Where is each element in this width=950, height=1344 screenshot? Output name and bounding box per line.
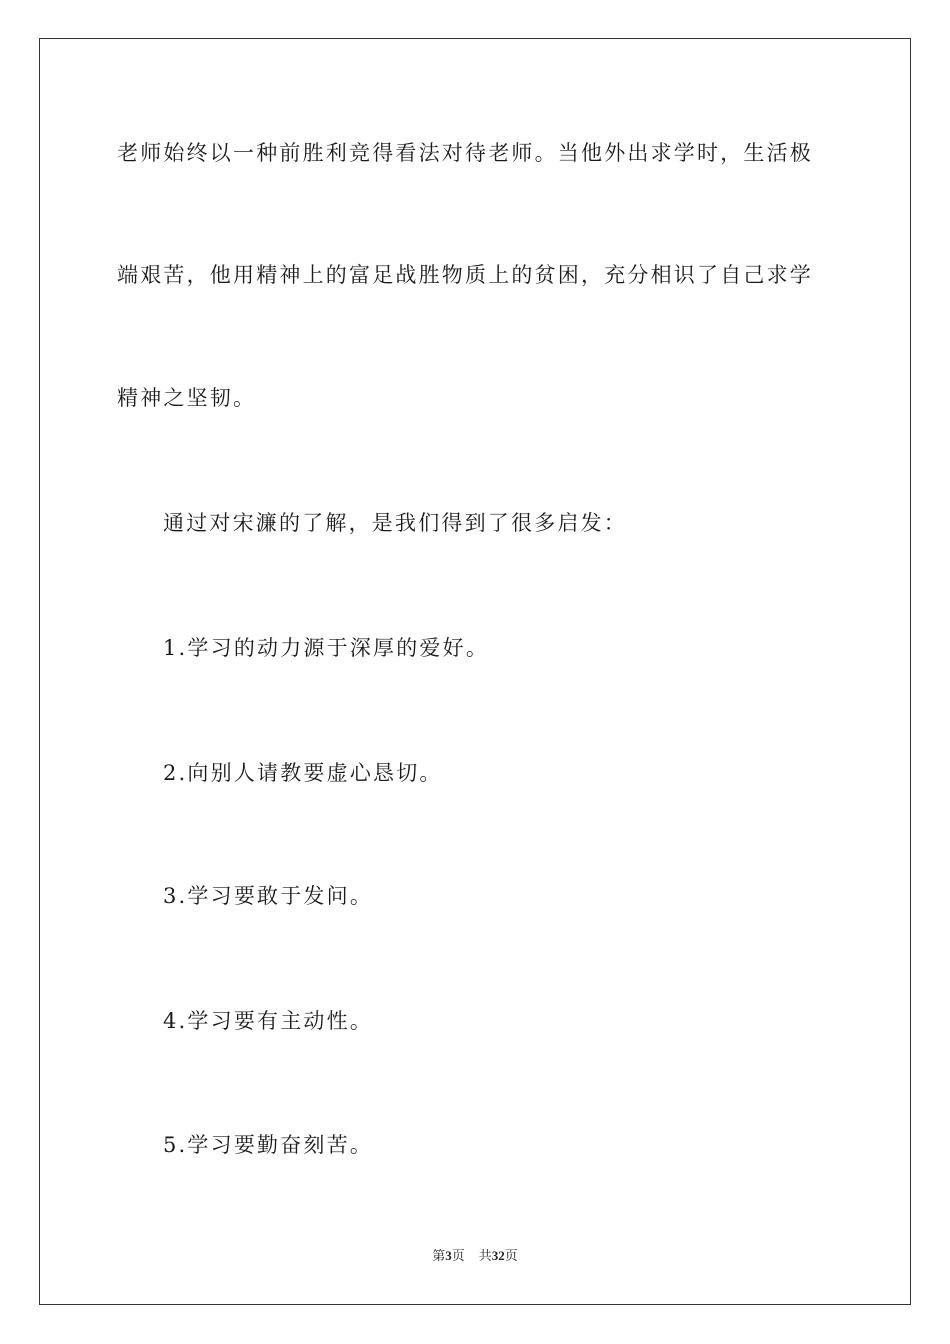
- list-item: 3.学习要敢于发问。: [163, 884, 374, 908]
- page-prefix: 第: [432, 1248, 446, 1263]
- body-text-line-3: 精神之坚韧。: [117, 386, 257, 410]
- list-item: 2.向别人请教要虚心恳切。: [163, 761, 443, 785]
- list-item: 4.学习要有主动性。: [163, 1009, 374, 1033]
- page-number: 3: [445, 1248, 452, 1263]
- page-border: [39, 38, 911, 1305]
- body-text-line-2: 端艰苦，他用精神上的富足战胜物质上的贫困，充分相识了自己求学: [117, 263, 813, 287]
- list-item: 5.学习要勤奋刻苦。: [163, 1133, 374, 1157]
- total-prefix: 共: [478, 1248, 492, 1263]
- list-item: 1.学习的动力源于深厚的爱好。: [163, 636, 490, 660]
- total-pages: 32: [491, 1248, 505, 1263]
- intro-text: 通过对宋濂的了解，是我们得到了很多启发：: [163, 511, 627, 535]
- page-footer: [0, 1248, 950, 1264]
- total-suffix: 页: [504, 1248, 518, 1263]
- body-text-line-1: 老师始终以一种前胜利竞得看法对待老师。当他外出求学时，生活极: [117, 141, 813, 165]
- page-suffix: 页: [451, 1248, 465, 1263]
